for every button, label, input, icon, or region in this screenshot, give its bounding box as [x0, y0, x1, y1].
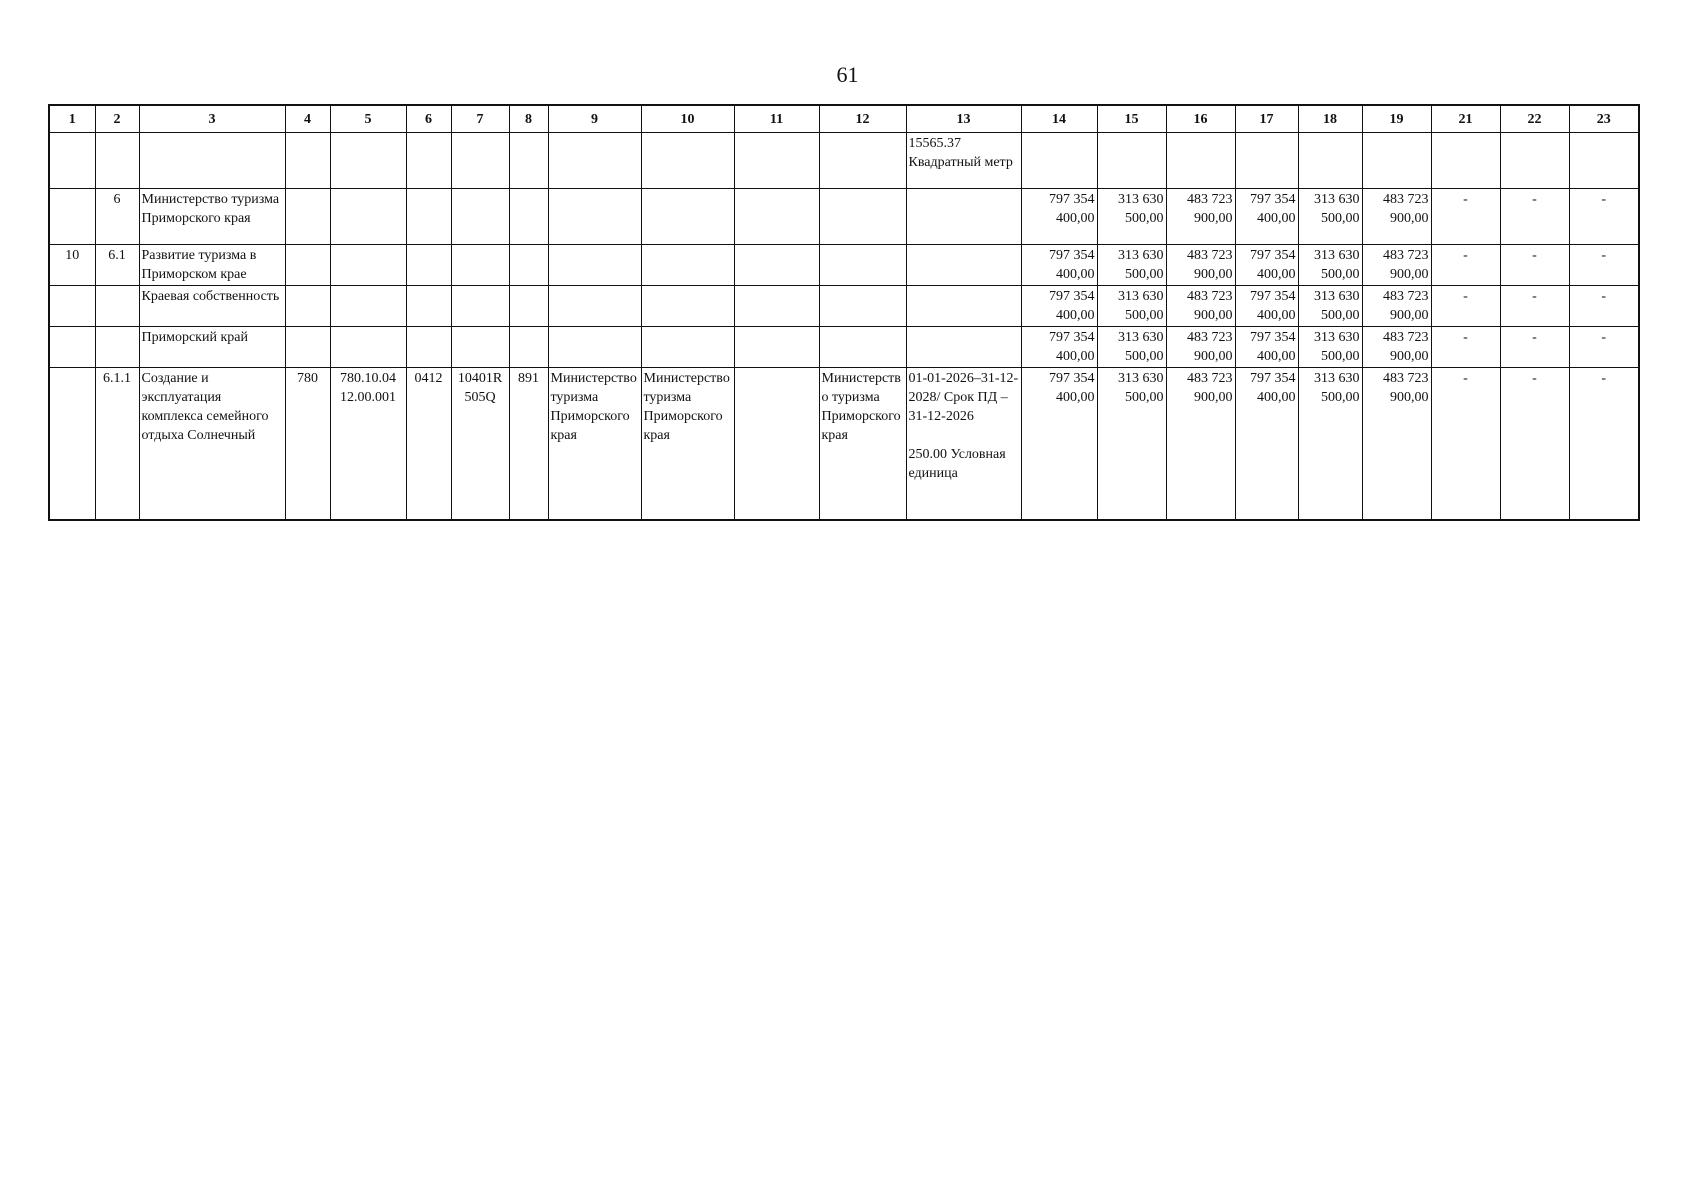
capacity-text: 250.00 Условная единица	[908, 447, 1006, 481]
table-cell: -	[1569, 245, 1639, 286]
table-cell: 6	[95, 189, 139, 245]
table-cell: 483 723 900,00	[1166, 327, 1235, 368]
header-cell: 22	[1500, 105, 1569, 133]
table-cell: 797 354 400,00	[1235, 327, 1298, 368]
table-cell	[548, 245, 641, 286]
table-cell	[49, 368, 95, 520]
table-cell	[1097, 133, 1166, 189]
table-cell: 10401R 505Q	[451, 368, 509, 520]
header-row	[49, 105, 1639, 133]
table-cell	[819, 245, 906, 286]
table-cell	[1569, 133, 1639, 189]
table-cell: -	[1500, 327, 1569, 368]
header-cell: 17	[1235, 105, 1298, 133]
table-cell: 797 354 400,00	[1021, 189, 1097, 245]
table-cell	[906, 189, 1021, 245]
table-cell: Создание и эксплуатация комплекса семейного отдыха Солнечный	[139, 368, 285, 520]
table-cell: 313 630 500,00	[1097, 327, 1166, 368]
header-cell: 10	[641, 105, 734, 133]
table-cell	[406, 245, 451, 286]
table-cell	[819, 286, 906, 327]
table-cell: 483 723 900,00	[1362, 368, 1431, 520]
table-cell	[95, 133, 139, 189]
table-cell	[906, 245, 1021, 286]
table-cell	[406, 327, 451, 368]
table-cell: 313 630 500,00	[1097, 368, 1166, 520]
table-cell: -	[1569, 368, 1639, 520]
table-cell	[819, 189, 906, 245]
budget-table	[48, 104, 1640, 521]
table-cell	[548, 189, 641, 245]
table-cell: 313 630 500,00	[1298, 368, 1362, 520]
table-cell	[285, 286, 330, 327]
table-cell: 797 354 400,00	[1021, 327, 1097, 368]
table-cell: 313 630 500,00	[1298, 327, 1362, 368]
table-cell: -	[1431, 368, 1500, 520]
header-cell: 7	[451, 105, 509, 133]
table-cell	[330, 245, 406, 286]
table-cell	[641, 286, 734, 327]
table-cell: -	[1431, 245, 1500, 286]
table-cell	[906, 286, 1021, 327]
header-cell: 12	[819, 105, 906, 133]
table-cell: 483 723 900,00	[1166, 368, 1235, 520]
table-cell: 780.10.04 12.00.001	[330, 368, 406, 520]
table-cell: 313 630 500,00	[1097, 245, 1166, 286]
header-cell: 23	[1569, 105, 1639, 133]
table-cell: 797 354 400,00	[1021, 368, 1097, 520]
header-cell: 21	[1431, 105, 1500, 133]
table-cell	[734, 245, 819, 286]
header-cell: 14	[1021, 105, 1097, 133]
table-cell: 313 630 500,00	[1298, 245, 1362, 286]
table-cell: 483 723 900,00	[1362, 189, 1431, 245]
table-cell	[734, 189, 819, 245]
table-row	[49, 327, 1639, 368]
table-cell	[641, 327, 734, 368]
table-cell: 313 630 500,00	[1298, 189, 1362, 245]
table-cell	[330, 133, 406, 189]
table-cell: 797 354 400,00	[1235, 189, 1298, 245]
table-cell	[451, 133, 509, 189]
table-cell	[1500, 133, 1569, 189]
table-cell	[548, 327, 641, 368]
table-cell	[451, 286, 509, 327]
table-cell: 891	[509, 368, 548, 520]
table-cell	[509, 245, 548, 286]
table-cell: 797 354 400,00	[1235, 286, 1298, 327]
table-cell: 10	[49, 245, 95, 286]
table-cell	[1362, 133, 1431, 189]
header-cell: 5	[330, 105, 406, 133]
table-cell: 6.1	[95, 245, 139, 286]
table-cell	[285, 245, 330, 286]
table-cell: Приморский край	[139, 327, 285, 368]
header-cell: 13	[906, 105, 1021, 133]
header-cell: 15	[1097, 105, 1166, 133]
table-cell	[1021, 133, 1097, 189]
table-cell: 797 354 400,00	[1235, 245, 1298, 286]
table-cell: 797 354 400,00	[1235, 368, 1298, 520]
table-cell	[819, 133, 906, 189]
table-cell: 483 723 900,00	[1362, 327, 1431, 368]
header-cell: 1	[49, 105, 95, 133]
table-cell: Министерство туризма Приморского края	[548, 368, 641, 520]
table-cell	[330, 327, 406, 368]
table-cell: -	[1431, 327, 1500, 368]
table-cell	[49, 189, 95, 245]
table-cell: Краевая собственность	[139, 286, 285, 327]
table-cell	[509, 133, 548, 189]
table-cell: 313 630 500,00	[1298, 286, 1362, 327]
table-cell: -	[1500, 245, 1569, 286]
table-cell: Развитие туризма в Приморском крае	[139, 245, 285, 286]
table-cell	[406, 189, 451, 245]
header-cell: 9	[548, 105, 641, 133]
header-cell: 3	[139, 105, 285, 133]
table-cell	[285, 133, 330, 189]
table-cell: -	[1569, 286, 1639, 327]
table-cell: 6.1.1	[95, 368, 139, 520]
spacer	[909, 426, 1019, 445]
table-cell	[906, 327, 1021, 368]
header-cell: 2	[95, 105, 139, 133]
table-row	[49, 286, 1639, 327]
table-cell	[330, 286, 406, 327]
table-cell	[819, 327, 906, 368]
table-cell: 483 723 900,00	[1362, 245, 1431, 286]
table-cell: 483 723 900,00	[1166, 286, 1235, 327]
table-cell: -	[1431, 189, 1500, 245]
table-cell: 797 354 400,00	[1021, 245, 1097, 286]
table-cell: 0412	[406, 368, 451, 520]
table-cell	[285, 189, 330, 245]
table-cell: Министерство туризма Приморского края	[139, 189, 285, 245]
period-text: 01-01-2026–31-12-2028/ Срок ПД – 31-12-2026	[908, 371, 1019, 424]
page-number: 61	[836, 62, 859, 87]
header-cell: 19	[1362, 105, 1431, 133]
table-cell: -	[1500, 368, 1569, 520]
table-cell	[95, 327, 139, 368]
table-cell	[451, 245, 509, 286]
table-cell	[451, 327, 509, 368]
table-cell	[95, 286, 139, 327]
table-cell	[406, 286, 451, 327]
table-cell	[509, 286, 548, 327]
table-cell: 483 723 900,00	[1166, 245, 1235, 286]
table-row	[49, 245, 1639, 286]
header-cell: 4	[285, 105, 330, 133]
table-cell: -	[1500, 189, 1569, 245]
table-cell	[641, 245, 734, 286]
table-cell: 15565.37 Квадратный метр	[906, 133, 1021, 189]
table-cell: 780	[285, 368, 330, 520]
table-cell	[285, 327, 330, 368]
header-cell: 18	[1298, 105, 1362, 133]
table-cell	[49, 133, 95, 189]
table-cell	[641, 189, 734, 245]
table-cell	[139, 133, 285, 189]
table-cell: Министерство туризма Приморского края	[819, 368, 906, 520]
table-cell	[906, 368, 1021, 520]
table-cell	[734, 133, 819, 189]
header-cell: 16	[1166, 105, 1235, 133]
table-cell: 483 723 900,00	[1362, 286, 1431, 327]
table-cell	[548, 133, 641, 189]
table-cell	[406, 133, 451, 189]
table-cell: -	[1431, 286, 1500, 327]
header-cell: 6	[406, 105, 451, 133]
table-cell	[1431, 133, 1500, 189]
table-cell	[330, 189, 406, 245]
table-row	[49, 133, 1639, 189]
table-cell	[49, 327, 95, 368]
table-cell	[548, 286, 641, 327]
table-cell	[509, 189, 548, 245]
table-cell: -	[1569, 189, 1639, 245]
table-cell: -	[1569, 327, 1639, 368]
table-cell: 313 630 500,00	[1097, 189, 1166, 245]
header-cell: 11	[734, 105, 819, 133]
table-cell	[1166, 133, 1235, 189]
table-cell	[734, 286, 819, 327]
table-cell: -	[1500, 286, 1569, 327]
table-cell: 797 354 400,00	[1021, 286, 1097, 327]
table-cell	[1298, 133, 1362, 189]
table-cell: Министерство туризма Приморского края	[641, 368, 734, 520]
table-cell: 483 723 900,00	[1166, 189, 1235, 245]
table-cell	[49, 286, 95, 327]
table-cell	[734, 327, 819, 368]
table-cell	[734, 368, 819, 520]
header-cell: 8	[509, 105, 548, 133]
table-row	[49, 189, 1639, 245]
table-cell	[641, 133, 734, 189]
table-cell	[509, 327, 548, 368]
table-cell	[451, 189, 509, 245]
table-cell	[1235, 133, 1298, 189]
table-row	[49, 368, 1639, 520]
table-cell: 313 630 500,00	[1097, 286, 1166, 327]
